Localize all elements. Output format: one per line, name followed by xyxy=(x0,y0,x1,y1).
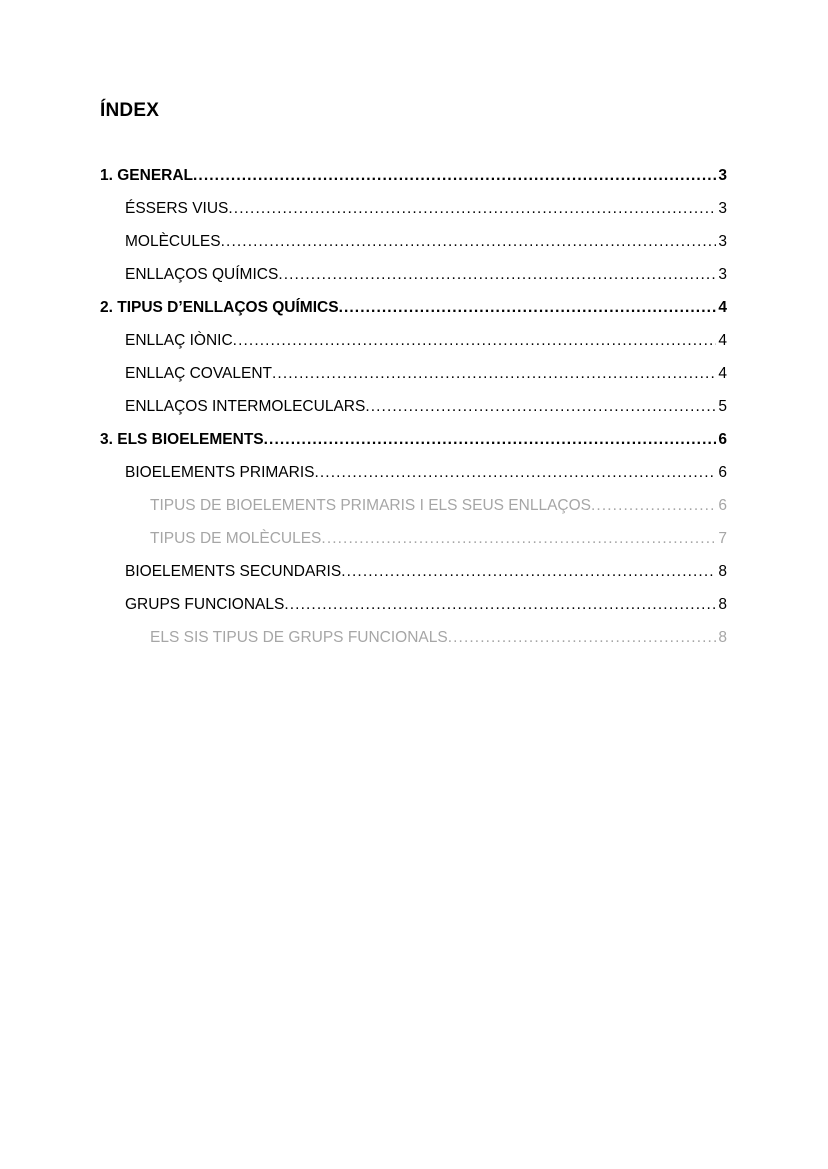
toc-entry-page: 6 xyxy=(718,464,727,481)
toc-entry-page: 3 xyxy=(718,233,727,250)
toc-entry-page: 7 xyxy=(718,530,727,547)
toc-entry-bioelements-primaris[interactable] xyxy=(100,461,727,494)
toc-entry-page: 4 xyxy=(718,299,727,316)
toc-entry-page: 8 xyxy=(718,629,727,646)
toc-entry-page: 5 xyxy=(718,398,727,415)
dot-leader xyxy=(365,395,716,419)
toc-entry-page: 8 xyxy=(718,563,727,580)
toc-entry-general[interactable] xyxy=(100,164,727,197)
dot-leader xyxy=(264,428,717,452)
toc-entry-text: BIOELEMENTS PRIMARIS xyxy=(125,464,315,481)
toc-entry-enllacos-quimics[interactable] xyxy=(100,263,727,296)
dot-leader xyxy=(314,461,716,485)
dot-leader xyxy=(341,560,716,584)
toc-entry-tipus-molecules[interactable] xyxy=(100,527,727,560)
toc-entry-page: 3 xyxy=(718,200,727,217)
dot-leader xyxy=(448,626,717,650)
toc-entry-text: TIPUS DE BIOELEMENTS PRIMARIS I ELS SEUS ENLLAÇOS xyxy=(150,497,592,514)
toc-entry-enllac-ionic[interactable] xyxy=(100,329,727,362)
toc-entry-text: ENLLAÇ IÒNIC xyxy=(125,332,233,349)
toc-entry-enllacos-intermoleculars[interactable] xyxy=(100,395,727,428)
toc-entry-text: ENLLAÇOS QUÍMICS xyxy=(125,266,279,283)
toc-entry-molecules[interactable] xyxy=(100,230,727,263)
toc-entry-text: ELS SIS TIPUS DE GRUPS FUNCIONALS xyxy=(150,629,448,646)
toc-entry-page: 3 xyxy=(718,266,727,283)
toc-entry-text: 2. TIPUS D’ENLLAÇOS QUÍMICS xyxy=(100,299,339,316)
dot-leader xyxy=(272,362,716,386)
dot-leader xyxy=(193,164,716,188)
toc-entry-text: GRUPS FUNCIONALS xyxy=(125,596,285,613)
toc-entry-text: 1. GENERAL xyxy=(100,167,194,184)
toc-entry-bioelements-secundaris[interactable] xyxy=(100,560,727,593)
toc-entry-essers-vius[interactable] xyxy=(100,197,727,230)
toc-title: ÍNDEX xyxy=(100,100,160,121)
toc-entry-grups-funcionals[interactable] xyxy=(100,593,727,626)
dot-leader xyxy=(284,593,716,617)
dot-leader xyxy=(228,197,716,221)
toc-entry-bioelements[interactable] xyxy=(100,428,727,461)
toc-entry-sis-tipus-grups[interactable] xyxy=(100,626,727,659)
toc-entry-page: 6 xyxy=(718,497,727,514)
dot-leader xyxy=(278,263,716,287)
toc-entry-page: 3 xyxy=(718,167,727,184)
toc-entry-tipus-enllacos[interactable] xyxy=(100,296,727,329)
toc-entry-page: 4 xyxy=(718,365,727,382)
dot-leader xyxy=(321,527,716,551)
toc-entry-text: TIPUS DE MOLÈCULES xyxy=(150,530,322,547)
dot-leader xyxy=(591,494,716,518)
toc-entry-enllac-covalent[interactable] xyxy=(100,362,727,395)
toc-entry-text: MOLÈCULES xyxy=(125,233,221,250)
toc-entry-text: BIOELEMENTS SECUNDARIS xyxy=(125,563,342,580)
toc-entry-text: 3. ELS BIOELEMENTS xyxy=(100,431,264,448)
toc-entry-text: ENLLAÇ COVALENT xyxy=(125,365,273,382)
toc-entry-text: ENLLAÇOS INTERMOLECULARS xyxy=(125,398,366,415)
dot-leader xyxy=(233,329,717,353)
toc-entry-text: ÉSSERS VIUS xyxy=(125,200,229,217)
toc-entry-page: 6 xyxy=(718,431,727,448)
dot-leader xyxy=(339,296,717,320)
table-of-contents xyxy=(100,164,727,659)
toc-entry-page: 4 xyxy=(718,332,727,349)
toc-entry-page: 8 xyxy=(718,596,727,613)
dot-leader xyxy=(221,230,717,254)
toc-entry-tipus-bioelements-primaris[interactable] xyxy=(100,494,727,527)
